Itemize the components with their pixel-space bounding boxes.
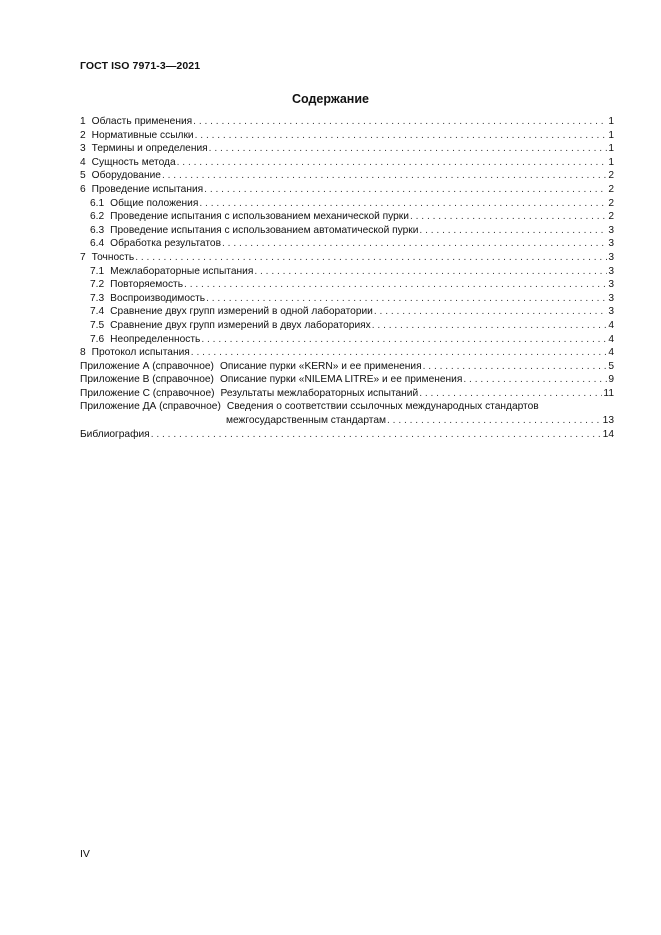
toc-entry-label: Оборудование (91, 170, 161, 182)
toc-entry-page: 11 (603, 387, 614, 399)
toc-entry-page: 4 (608, 333, 614, 345)
toc-entry-label: Общие положения (110, 197, 199, 209)
toc-entry-page: 9 (608, 374, 614, 386)
toc-entry-number: 7.1 (90, 265, 105, 277)
appendix-category: Приложение С (справочное) (80, 387, 215, 399)
toc-entry-number: 7.3 (90, 292, 105, 304)
toc-leader-dots (463, 373, 607, 387)
toc-entry[interactable] (80, 129, 614, 143)
toc-entry-number: 6.2 (90, 211, 105, 223)
toc-entry-label: Сравнение двух групп измерений в одной лаборатории (110, 306, 373, 318)
toc-entry-label: Неопределенность (110, 333, 201, 345)
toc-entry-number: 4 (80, 156, 86, 168)
toc-entry-number: 7.6 (90, 333, 105, 345)
toc-entry-number: 6.1 (90, 197, 105, 209)
toc-entry-label: Проведение испытания (91, 183, 204, 195)
toc-entry-page: 13 (602, 415, 614, 427)
toc-leader-dots (374, 305, 607, 319)
toc-entry[interactable] (80, 251, 614, 265)
toc-appendix-entry[interactable] (80, 400, 614, 414)
toc-entry-label: Область применения (91, 116, 193, 127)
toc-entry-page: 3 (608, 306, 614, 318)
toc-entry-page: 1 (608, 156, 614, 168)
toc-subentry[interactable] (80, 197, 614, 211)
toc-entry-number: 8 (80, 347, 86, 359)
toc-subentry[interactable] (80, 319, 614, 333)
toc-subentry[interactable] (80, 278, 614, 292)
toc-entry-page: 4 (608, 319, 614, 331)
toc-entry-page: 2 (608, 170, 614, 182)
toc-subentry[interactable] (80, 210, 614, 224)
toc-entry-label: Результаты межлабораторных испытаний (220, 387, 419, 399)
toc-entry-label: Нормативные ссылки (91, 129, 194, 141)
toc-entry-number: 1 (80, 116, 86, 127)
toc-subentry[interactable] (80, 292, 614, 306)
toc-leader-dots (191, 346, 608, 360)
toc-appendix-entry[interactable] (80, 373, 614, 387)
toc-leader-dots (206, 292, 607, 306)
toc-entry-label: Проведение испытания с использованием автоматической пурки (110, 224, 419, 236)
toc-entry-number: 6 (80, 183, 86, 195)
toc-entry-page: 3 (608, 265, 614, 277)
toc-title: Содержание (291, 92, 369, 106)
toc-leader-dots (419, 387, 602, 401)
toc-entry-number: 7.4 (90, 306, 105, 318)
toc-entry-label: Сведения о соответствии ссылочных международных стандартов (226, 401, 539, 413)
toc-leader-dots (387, 414, 602, 428)
toc-leader-dots (204, 183, 607, 197)
toc-entry-label: Воспроизводимость (110, 292, 206, 304)
toc-leader-dots (195, 129, 608, 143)
toc-appendix-entry[interactable] (80, 360, 614, 374)
toc-leader-dots (151, 428, 602, 442)
toc-leader-dots (372, 319, 608, 333)
toc-leader-dots (201, 333, 607, 347)
appendix-category: Приложение А (справочное) (80, 360, 214, 372)
toc-subentry[interactable] (80, 333, 614, 347)
toc-entry-label: Повторяемость (110, 279, 184, 291)
toc-entry-label: межгосударственным стандартам (226, 415, 386, 427)
toc-entry-page: 3 (608, 292, 614, 304)
toc-entry-number: 5 (80, 170, 86, 182)
toc-entry-label: Библиография (80, 428, 150, 440)
toc-entry-label: Описание пурки «KERN» и ее применения (219, 360, 422, 372)
toc-entry-label: Сущность метода (91, 156, 176, 168)
table-of-contents (80, 115, 614, 441)
toc-entry-number: 6.4 (90, 238, 105, 250)
toc-entry-label: Сравнение двух групп измерений в двух лабораториях (110, 319, 371, 331)
appendix-category: Приложение ДА (справочное) (80, 401, 221, 413)
toc-entry[interactable] (80, 183, 614, 197)
toc-entry-page: 2 (608, 211, 614, 223)
toc-entry-page: 1 (608, 116, 614, 127)
toc-entry[interactable] (80, 346, 614, 360)
toc-entry-number: 6.3 (90, 224, 105, 236)
toc-entry-number: 3 (80, 143, 86, 155)
toc-subentry[interactable] (80, 237, 614, 251)
toc-entry-page: 2 (608, 197, 614, 209)
toc-leader-dots (410, 210, 607, 224)
toc-entry-number: 7 (80, 251, 86, 263)
toc-leader-dots (177, 156, 608, 170)
toc-entry-page: 2 (608, 183, 614, 195)
toc-subentry[interactable] (80, 224, 614, 238)
toc-entry-page: 14 (602, 428, 614, 440)
toc-leader-dots (222, 237, 607, 251)
toc-entry-page: 1 (608, 143, 614, 155)
toc-leader-dots (423, 360, 608, 374)
toc-entry[interactable] (80, 169, 614, 183)
toc-entry-label: Протокол испытания (91, 347, 190, 359)
toc-entry-label: Проведение испытания с использованием механической пурки (110, 211, 409, 223)
toc-entry-label: Обработка результатов (110, 238, 221, 250)
toc-leader-dots (184, 278, 607, 292)
toc-entry[interactable] (80, 115, 614, 129)
toc-entry-number: 7.5 (90, 319, 105, 331)
page-number: IV (80, 848, 90, 860)
appendix-category: Приложение В (справочное) (80, 374, 214, 386)
toc-entry-page: 3 (608, 279, 614, 291)
toc-entry-page: 5 (608, 360, 614, 372)
toc-leader-dots (254, 265, 607, 279)
toc-entry-number: 7.2 (90, 279, 105, 291)
toc-leader-dots (135, 251, 607, 265)
toc-entry-page: 3 (608, 224, 614, 236)
toc-entry[interactable] (80, 142, 614, 156)
toc-appendix-entry[interactable] (80, 387, 614, 401)
toc-entry-page: 3 (608, 251, 614, 263)
toc-leader-dots (419, 224, 607, 238)
toc-entry-page: 3 (608, 238, 614, 250)
toc-leader-dots (199, 197, 607, 211)
toc-entry-page: 1 (608, 129, 614, 141)
toc-entry-label: Межлабораторные испытания (110, 265, 254, 277)
toc-subentry[interactable] (80, 265, 614, 279)
document-code: ГОСТ ISO 7971-3—2021 (80, 60, 201, 72)
toc-entry-number: 2 (80, 129, 86, 141)
toc-entry[interactable] (80, 156, 614, 170)
toc-entry-label: Точность (91, 251, 135, 263)
toc-appendix-continuation[interactable] (80, 414, 614, 428)
toc-entry-label: Описание пурки «NILEMA LITRE» и ее применения (219, 374, 463, 386)
toc-leader-dots (209, 142, 608, 156)
toc-entry-label: Термины и определения (91, 143, 208, 155)
toc-subentry[interactable] (80, 305, 614, 319)
toc-leader-dots (193, 115, 607, 129)
toc-bibliography-entry[interactable] (80, 428, 614, 442)
toc-leader-dots (162, 169, 607, 183)
toc-entry-page: 4 (608, 347, 614, 359)
